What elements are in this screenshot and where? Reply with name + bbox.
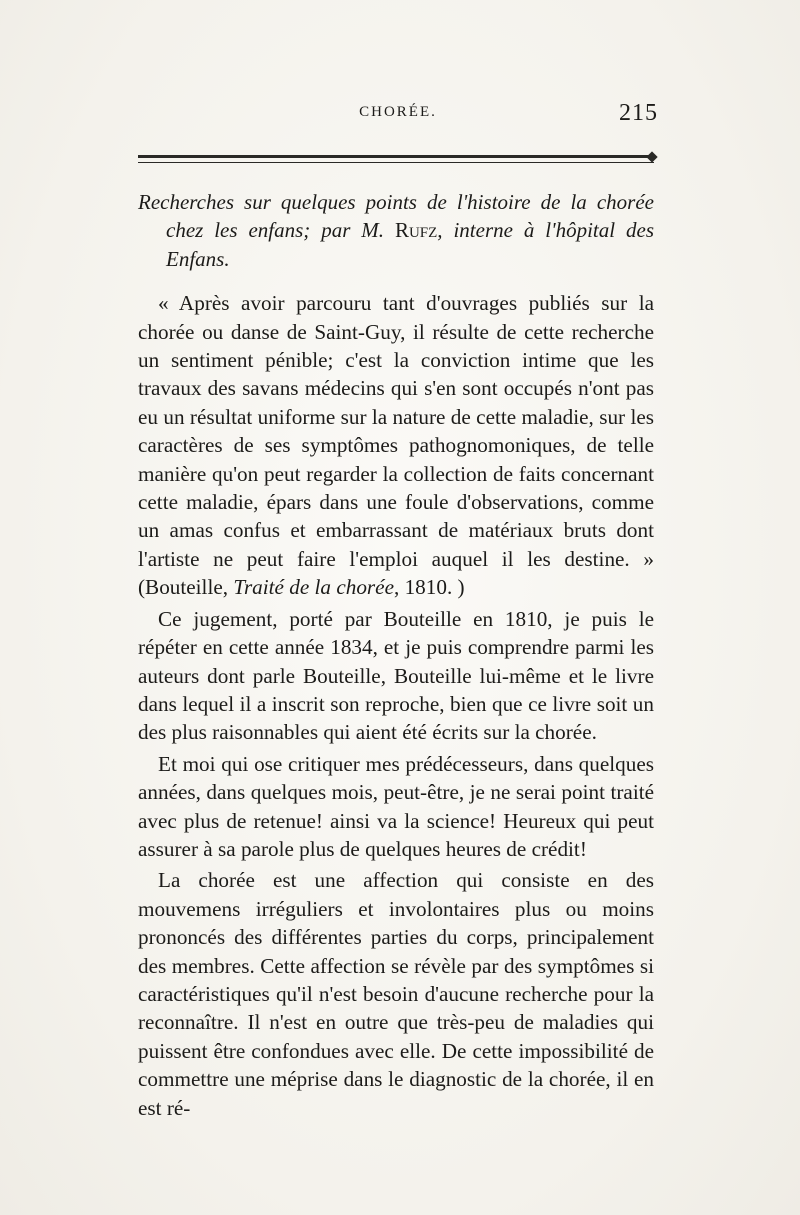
citation-title: Traité de la chorée [233, 575, 394, 600]
paragraph-3: Et moi qui ose critiquer mes prédécesseurs, dans quelques années, dans quelques mois, peut-être, je ne serai point traité avec plus de retenue! ainsi va la science! Heureux qui peut assurer à sa parole plus de quelques heures de crédit! [138, 751, 654, 861]
paragraph-4: La chorée est une affection qui consiste en des mouvemens irréguliers et involontaires plus ou moins prononcés des différentes parties du corps, principalement des membres. Cette affection se révèle par des symptômes si caractéristiques qu'il n'est besoin d'aucune recherche pour la reconnaître. Il n'est en outre que très-peu de maladies qui puissent être confondues avec elle. De cette impossibilité de commettre une méprise dans le diagnostic de la chorée, il en est ré- [138, 868, 654, 1120]
running-head: CHORÉE. [359, 104, 437, 120]
paragraph-1-quote: « Après avoir parcouru tant d'ouvrages publiés sur la chorée ou danse de Saint-Guy, il résulte de cette recherche un sentiment pénible; c'est la conviction intime que les travaux des savans médecins qui s'en sont occupés n'ont pas eu un résultat uniforme sur la nature de cette maladie, sur les caractères de ses symptômes pathognomoniques, de telle manière qu'on peut regarder la collection de faits concernant cette maladie, épars dans une foule d'observations, comme un amas confus et embarrassant de matériaux bruts dont l'artiste ne peut faire l'emploi auquel il les destine. » (Bouteille, [138, 291, 654, 600]
article-title-text: Recherches sur quelques points de l'histoire de la chorée chez les enfans; par M. [138, 190, 654, 243]
page-header [138, 100, 658, 132]
header-rule-ornament [646, 151, 657, 162]
paragraph-1 [138, 289, 654, 601]
paragraph-2: Ce jugement, porté par Bouteille en 1810, je puis le répéter en cette année 1834, et je puis comprendre parmi les auteurs dont parle Bouteille, Bouteille lui-même et le livre dans lequel il a inscrit son reproche, bien que ce livre soit un des plus raisonnables qui aient été écrits sur la chorée. [138, 606, 654, 745]
page-number: 215 [619, 100, 658, 126]
article-body [138, 188, 654, 1122]
header-rule-thin [138, 162, 654, 163]
article-title [138, 188, 654, 273]
article-author: Rufz [394, 218, 438, 243]
header-rule-thick [138, 155, 654, 158]
article-title-end: , interne à l'hôpital des Enfans. [166, 218, 654, 271]
citation-end: , 1810. ) [393, 575, 465, 600]
